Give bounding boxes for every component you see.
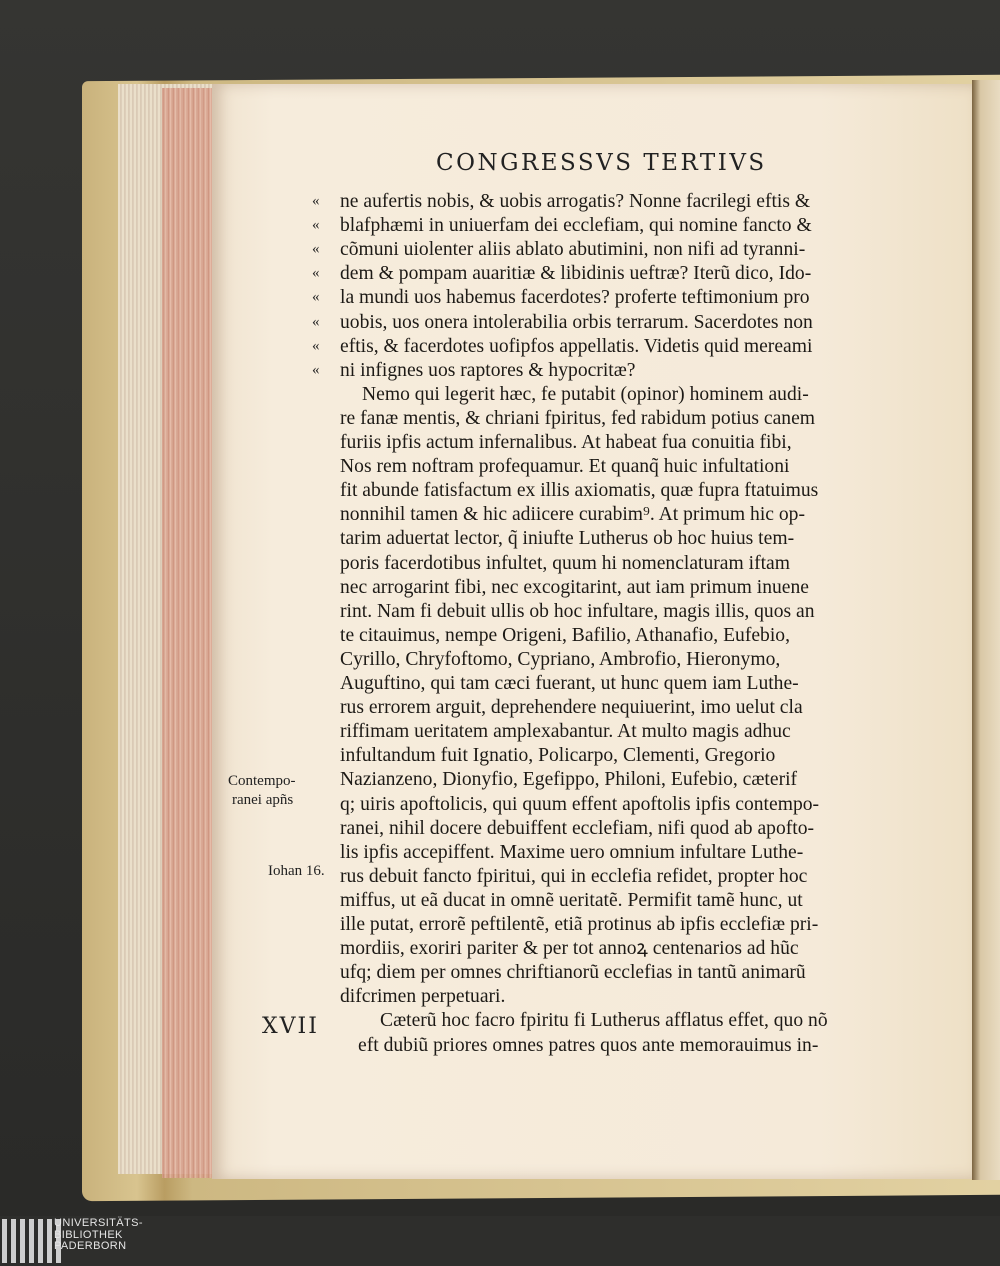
body-line: miffus, ut eã ducat in omnẽ ueritatẽ. Permifit tamẽ hunc, ut [340,889,803,911]
body-line: q; uiris apoftolicis, qui quum effent apoftolis ipfis contempo- [340,793,820,815]
body-line: ille putat, errorẽ peftilentẽ, etiã protinus ab ipfis ecclefiæ pri- [340,914,819,935]
quoted-line: la mundi uos habemus facerdotes? proferte teftimonium pro [340,287,810,309]
quoted-line: eftis, & facerdotes uofipfos appellatis. Videtis quid mereami [340,335,813,357]
quote-mark: « [312,313,320,330]
section-number: XVII [262,1014,319,1039]
quoted-line: uobis, uos onera intolerabilia orbis terrarum. Sacerdotes non [340,311,813,333]
quoted-line: ne aufertis nobis, & uobis arrogatis? Nonne facrilegi eftis & [340,191,811,212]
body-line: lis ipfis accepiffent. Maxime uero omnium infultare Luthe- [340,841,804,863]
margin-note-contemporanei-2: ranei apñs [232,792,294,808]
body-line: eft dubiũ priores omnes patres quos ante memorauimus in- [358,1034,819,1056]
logo-line-1: UNIVERSITÄTS- [54,1217,143,1229]
running-head: CONGRESSVS TERTIVS [436,150,767,176]
body-line: ranei, nihil docere debuiffent ecclefiam, nifi quod ab apofto- [340,817,815,839]
body-line: te citauimus, nempe Origeni, Bafilio, Athanafio, Eufebio, [340,624,790,646]
library-logo-icon [2,1219,61,1263]
body-line: tarim aduertat lector, q̃ iniufte Lutherus ob hoc huius tem- [340,528,795,550]
quoted-line: dem & pompam auaritiæ & libidinis ueftræ? Iterũ dico, Ido- [340,263,812,285]
quote-mark: « [312,217,320,234]
body-line: Auguftino, qui tam cæci fuerant, ut hunc quem iam Luthe- [340,673,799,694]
facing-page-edge [972,80,1000,1180]
body-line: Nos rem noftram profequamur. Et quanq̃ huic infultationi [340,456,790,478]
body-line: ufq; diem per omnes chriftianorũ ecclefias in tantũ animarũ [340,962,806,984]
body-line: Nazianzeno, Dionyfio, Egefippo, Philoni, Eufebio, cæterif [340,769,798,791]
body-line: fit abunde fatisfactum ex illis axiomatis, quæ fupra ftatuimus [340,480,819,502]
margin-note-contemporanei-1: Contempo- [228,773,296,789]
quote-mark: « [312,241,320,258]
body-line: poris facerdotibus infultet, quum hi nomenclaturam iftam [340,552,790,574]
body-line: re fanæ mentis, & chriani fpiritus, fed rabidum potius canem [340,407,816,429]
logo-line-2: BIBLIOTHEK [54,1228,123,1241]
logo-line-3: PADERBORN [54,1240,127,1252]
body-line: Cyrillo, Chryfoftomo, Cypriano, Ambrofio, Hieronymo, [340,648,781,670]
library-logo-text [54,1218,143,1253]
quoted-line: ni infignes uos raptores & hypocritæ? [340,359,636,381]
body-line: riffimam ueritatem amplexabantur. At multo magis adhuc [340,721,791,743]
body-line: difcrimen perpetuari. [340,986,506,1008]
body-line: nonnihil tamen & hic adiicere curabim⁹. At primum hic op- [340,504,805,526]
quote-mark: « [312,361,320,378]
body-line: rus errorem arguit, deprehendere nequiuerint, imo uelut cla [340,697,803,719]
margin-note-johan: Iohan 16. [268,863,325,879]
body-line: rint. Nam fi debuit ullis ob hoc infultare, magis illis, quos an [340,600,815,622]
quoted-line: cõmuni uiolenter aliis ablato abutimini, non nifi ad tyranni- [340,239,806,261]
body-line: furiis ipfis actum infernalibus. At habeat fua conuitia fibi, [340,432,792,453]
body-line: nec arrogarint fibi, nec excogitarint, aut iam primum inuene [340,576,809,598]
footer-bar [0,1216,1000,1266]
body-line: infultandum fuit Ignatio, Policarpo, Clementi, Gregorio [340,745,776,767]
body-line: rus debuit fancto fpiritui, qui in ecclefia refidet, propter hoc [340,865,808,887]
quoted-line: blafphæmi in uniuerfam dei ecclefiam, qui nomine fancto & [340,215,812,237]
body-line: mordiis, exoriri pariter & per tot annoꝝ centenarios ad hũc [340,938,799,960]
quote-mark: « [312,289,320,306]
body-line: Nemo qui legerit hæc, fe putabit (opinor) hominem audi- [362,383,809,405]
body-line: Cæterũ hoc facro fpiritu fi Lutherus afflatus effet, quo nõ [380,1010,828,1032]
quote-mark: « [312,265,320,282]
quote-mark: « [312,193,320,209]
quote-mark: « [312,337,320,354]
